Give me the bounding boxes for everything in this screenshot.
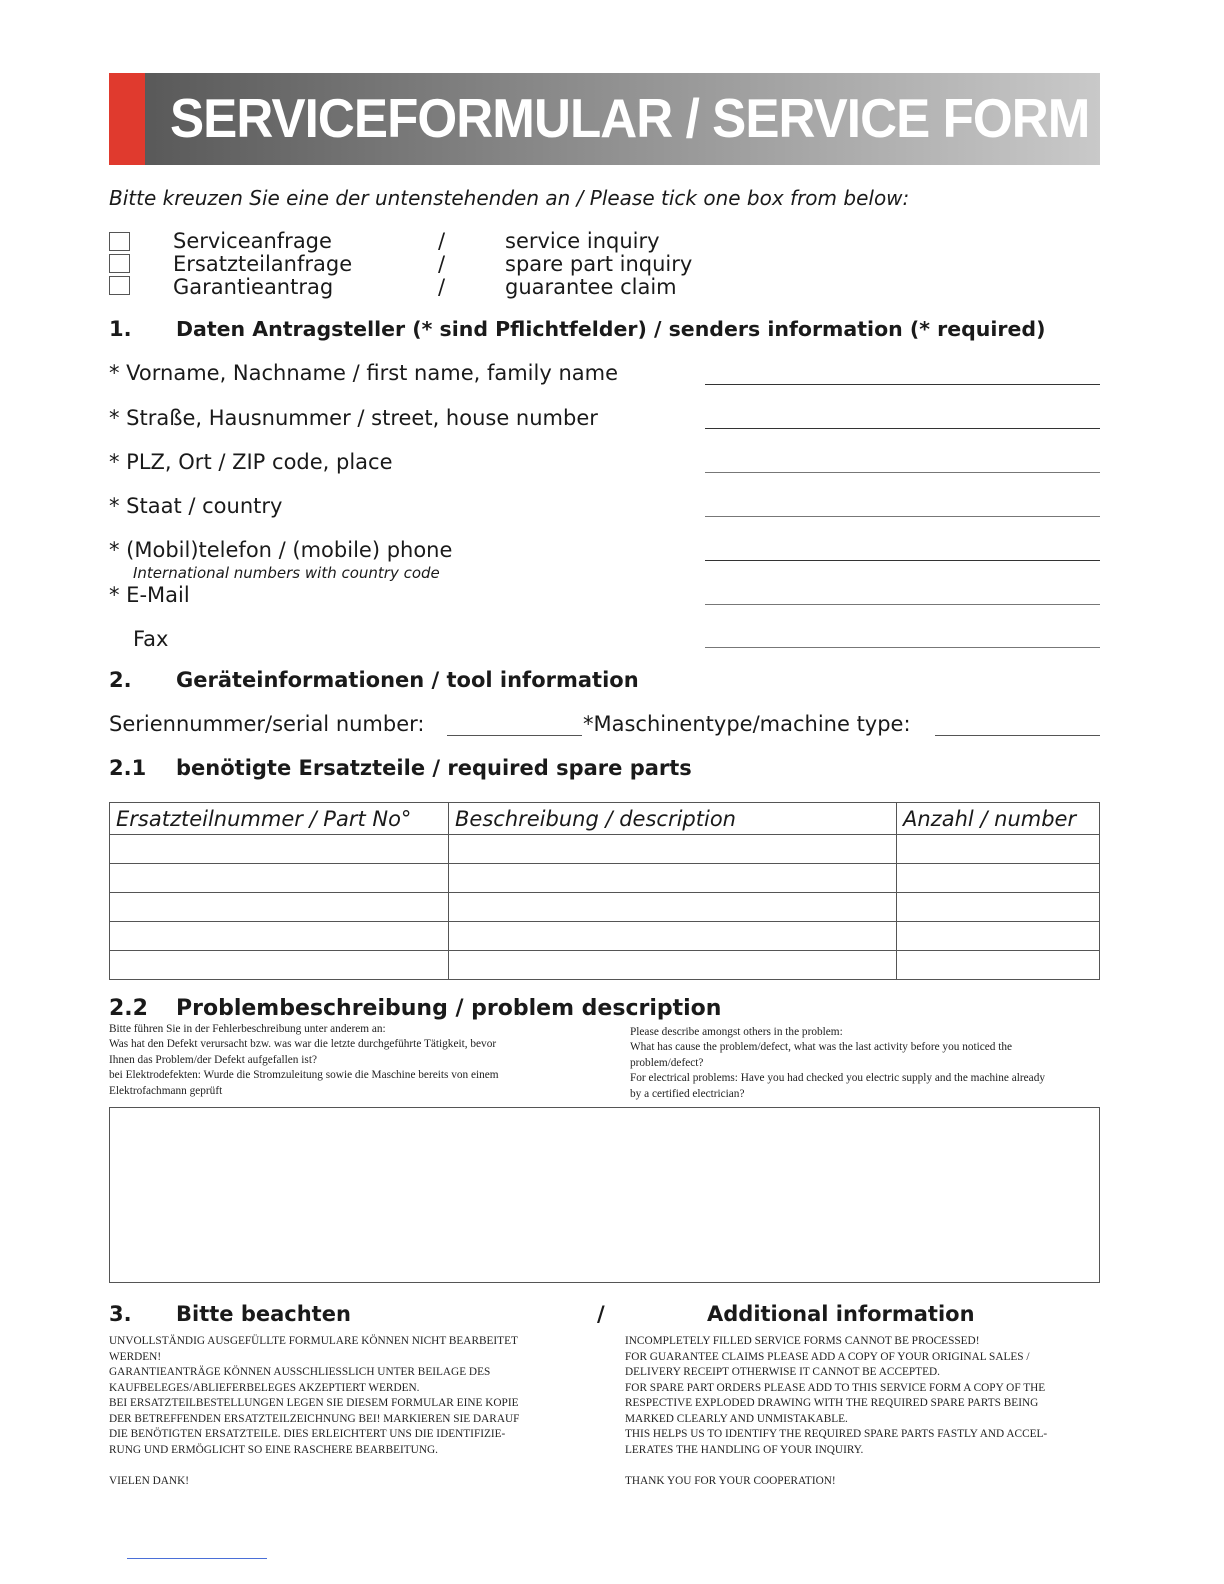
notice-line: LERATES THE HANDLING OF YOUR INQUIRY. xyxy=(625,1443,864,1456)
notice-line: MARKED CLEARLY AND UNMISTAKABLE. xyxy=(625,1412,848,1425)
notice-line: INCOMPLETELY FILLED SERVICE FORMS CANNOT BE PROCESSED! xyxy=(625,1335,980,1347)
section-number: 3. xyxy=(109,1302,132,1326)
notice-line: GARANTIEANTRÄGE KÖNNEN AUSSCHLIESSLICH UNTER BEILAGE DES xyxy=(109,1366,491,1378)
thanks-de: VIELEN DANK! xyxy=(109,1474,189,1487)
field-label-zip: * PLZ, Ort / ZIP code, place xyxy=(109,450,393,474)
column-header-description: Beschreibung / description xyxy=(449,803,897,835)
section-number: 2.1 xyxy=(109,756,147,780)
quantity-cell[interactable] xyxy=(897,951,1100,980)
notice-line: RESPECTIVE EXPLODED DRAWING WITH THE REQUIRED SPARE PARTS BEING xyxy=(625,1397,1039,1409)
description-cell[interactable] xyxy=(449,864,897,893)
hint-line: What has cause the problem/defect, what was the last activity before you noticed the xyxy=(630,1041,1013,1054)
zip-input-line[interactable] xyxy=(705,472,1100,473)
email-input-line[interactable] xyxy=(705,604,1100,605)
serial-number-input-line[interactable] xyxy=(447,735,582,736)
field-label-country: * Staat / country xyxy=(109,494,283,518)
description-cell[interactable] xyxy=(449,835,897,864)
hint-line: Please describe amongst others in the problem: xyxy=(630,1026,843,1038)
hint-line: problem/defect? xyxy=(630,1056,704,1069)
name-input-line[interactable] xyxy=(705,384,1100,385)
checkbox-guarantee-claim[interactable] xyxy=(109,276,130,295)
hint-line: Ihnen das Problem/der Defekt aufgefallen ist? xyxy=(109,1053,317,1066)
option-label-en: service inquiry xyxy=(505,229,660,253)
notice-line: BEI ERSATZTEILBESTELLUNGEN LEGEN SIE DIESEM FORMULAR EINE KOPIE xyxy=(109,1397,519,1409)
machine-type-input-line[interactable] xyxy=(935,735,1100,736)
quantity-cell[interactable] xyxy=(897,835,1100,864)
quantity-cell[interactable] xyxy=(897,922,1100,951)
title-banner-accent xyxy=(109,73,145,165)
notice-line: DELIVERY RECEIPT OTHERWISE IT CANNOT BE ACCEPTED. xyxy=(625,1366,940,1378)
field-label-street: * Straße, Hausnummer / street, house number xyxy=(109,406,598,430)
part-no-cell[interactable] xyxy=(110,922,449,951)
option-separator: / xyxy=(438,275,446,299)
section-title-de: Bitte beachten xyxy=(176,1302,351,1326)
part-no-cell[interactable] xyxy=(110,893,449,922)
section-title: benötigte Ersatzteile / required spare parts xyxy=(176,756,692,780)
hint-line: bei Elektrodefekten: Wurde die Stromzuleitung sowie die Maschine bereits von einem xyxy=(109,1069,499,1082)
description-cell[interactable] xyxy=(449,922,897,951)
option-label-en: guarantee claim xyxy=(505,275,677,299)
table-row xyxy=(110,835,1100,864)
hint-line: For electrical problems: Have you had checked you electric supply and the machine already xyxy=(630,1072,1045,1085)
footer-divider xyxy=(127,1558,267,1559)
street-input-line[interactable] xyxy=(705,428,1100,429)
option-separator: / xyxy=(438,229,446,253)
option-separator: / xyxy=(438,252,446,276)
section-title: Geräteinformationen / tool information xyxy=(176,668,639,692)
hint-line: Was hat den Defekt verursacht bzw. was war die letzte durchgeführte Tätigkeit, bevor xyxy=(109,1038,497,1051)
problem-description-textarea[interactable] xyxy=(109,1107,1100,1283)
fax-input-line[interactable] xyxy=(705,647,1100,648)
phone-note: International numbers with country code xyxy=(133,564,440,582)
notice-line: THIS HELPS US TO IDENTIFY THE REQUIRED SPARE PARTS FASTLY AND ACCEL- xyxy=(625,1428,1048,1440)
table-row xyxy=(110,893,1100,922)
part-no-cell[interactable] xyxy=(110,951,449,980)
notice-line: DER BETREFFENDEN ERSATZTEILZEICHNUNG BEI! MARKIEREN SIE DARAUF xyxy=(109,1412,520,1425)
checkbox-spare-part-inquiry[interactable] xyxy=(109,254,130,273)
hint-line: Bitte führen Sie in der Fehlerbeschreibung unter anderem an: xyxy=(109,1023,386,1035)
hint-line: by a certified electrician? xyxy=(630,1087,745,1100)
table-row xyxy=(110,951,1100,980)
notice-line: DIE BENÖTIGTEN ERSATZTEILE. DIES ERLEICHTERT UNS DIE IDENTIFIZIE- xyxy=(109,1428,506,1440)
notice-line: FOR SPARE PART ORDERS PLEASE ADD TO THIS SERVICE FORM A COPY OF THE xyxy=(625,1381,1046,1394)
field-label-name: * Vorname, Nachname / first name, family name xyxy=(109,361,619,385)
notice-line: RUNG UND ERMÖGLICHT SO EINE RASCHERE BEARBEITUNG. xyxy=(109,1443,438,1456)
notice-en xyxy=(625,1334,1110,1489)
field-label-fax: Fax xyxy=(133,627,169,651)
option-label-de: Serviceanfrage xyxy=(173,229,332,253)
section-title-separator: / xyxy=(597,1302,605,1326)
field-label-phone: * (Mobil)telefon / (mobile) phone xyxy=(109,538,453,562)
country-input-line[interactable] xyxy=(705,516,1100,517)
tick-instruction: Bitte kreuzen Sie eine der untenstehenden an / Please tick one box from below: xyxy=(109,186,910,210)
column-header-quantity: Anzahl / number xyxy=(897,803,1100,835)
part-no-cell[interactable] xyxy=(110,835,449,864)
table-row xyxy=(110,864,1100,893)
option-label-en: spare part inquiry xyxy=(505,252,693,276)
option-label-de: Garantieantrag xyxy=(173,275,334,299)
quantity-cell[interactable] xyxy=(897,893,1100,922)
description-cell[interactable] xyxy=(449,893,897,922)
spare-parts-table xyxy=(109,802,1100,980)
section-title-en: Additional information xyxy=(707,1302,975,1326)
notice-line: FOR GUARANTEE CLAIMS PLEASE ADD A COPY OF YOUR ORIGINAL SALES / xyxy=(625,1350,1030,1363)
part-no-cell[interactable] xyxy=(110,864,449,893)
notice-line: UNVOLLSTÄNDIG AUSGEFÜLLTE FORMULARE KÖNNEN NICHT BEARBEITET xyxy=(109,1335,518,1347)
quantity-cell[interactable] xyxy=(897,864,1100,893)
table-header-row xyxy=(110,803,1100,835)
serial-number-label: Seriennummer/serial number: xyxy=(109,712,425,736)
section-number: 1. xyxy=(109,317,132,341)
hint-line: Elektrofachmann geprüft xyxy=(109,1084,223,1097)
section-title: Problembeschreibung / problem description xyxy=(176,996,722,1021)
column-header-part-no: Ersatzteilnummer / Part No° xyxy=(110,803,449,835)
description-cell[interactable] xyxy=(449,951,897,980)
notice-line: WERDEN! xyxy=(109,1350,162,1363)
section-title: Daten Antragsteller (* sind Pflichtfelder) / senders information (* required) xyxy=(176,317,1046,341)
option-label-de: Ersatzteilanfrage xyxy=(173,252,353,276)
notice-de xyxy=(109,1334,589,1489)
thanks-en: THANK YOU FOR YOUR COOPERATION! xyxy=(625,1474,836,1487)
problem-hint-en xyxy=(630,1025,1110,1102)
problem-hint-de xyxy=(109,1022,579,1099)
page-title: SERVICEFORMULAR / SERVICE FORM xyxy=(170,87,1090,149)
table-row xyxy=(110,922,1100,951)
section-number: 2. xyxy=(109,668,132,692)
checkbox-service-inquiry[interactable] xyxy=(109,232,130,251)
phone-input-line[interactable] xyxy=(705,560,1100,561)
field-label-email: * E-Mail xyxy=(109,583,190,607)
notice-line: KAUFBELEGES/ABLIEFERBELEGES AKZEPTIERT WERDEN. xyxy=(109,1381,420,1394)
machine-type-label: *Maschinentype/machine type: xyxy=(583,712,911,736)
section-number: 2.2 xyxy=(109,996,148,1021)
